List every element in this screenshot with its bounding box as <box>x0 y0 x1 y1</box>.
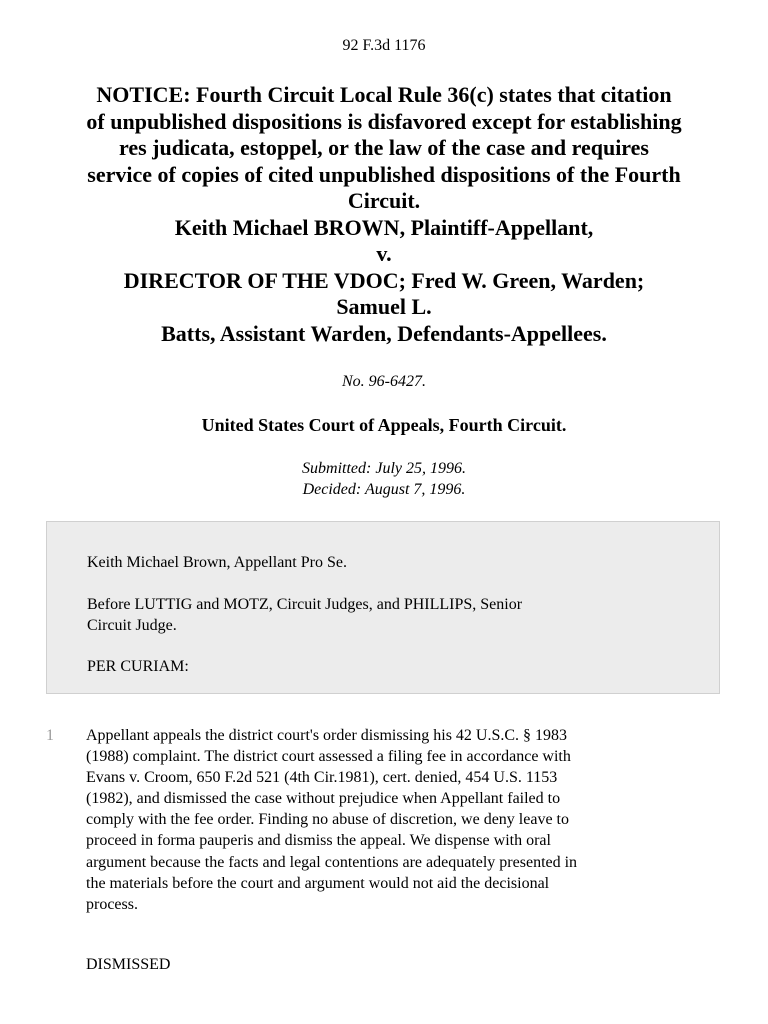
defendant-line: DIRECTOR OF THE VDOC; Fred W. Green, Warden; <box>123 267 645 293</box>
opinion-line: comply with the fee order. Finding no abuse of discretion, we deny leave to <box>86 811 569 829</box>
notice-line: of unpublished dispositions is disfavored except for establishing <box>86 108 682 134</box>
per-curiam-label: PER CURIAM: <box>87 658 189 675</box>
disposition: DISMISSED <box>86 956 171 973</box>
submitted-date: Submitted: July 25, 1996. <box>302 460 466 477</box>
opinion-line: Appellant appeals the district court's order dismissing his 42 U.S.C. § 1983 <box>86 727 568 744</box>
docket-number: No. 96-6427. <box>342 373 426 390</box>
versus-line: v. <box>376 241 392 266</box>
judges-line <box>87 594 687 636</box>
decision-dates <box>0 458 768 500</box>
counsel-line: Keith Michael Brown, Appellant Pro Se. <box>87 554 347 571</box>
notice-line: NOTICE: Fourth Circuit Local Rule 36(c) states that citation <box>96 82 672 107</box>
judges-line-part: Before LUTTIG and MOTZ, Circuit Judges, and PHILLIPS, Senior <box>87 596 523 613</box>
opinion-line: (1988) complaint. The district court assessed a filing fee in accordance with <box>86 748 571 766</box>
notice-line: res judicata, estoppel, or the law of the case and requires <box>118 135 649 160</box>
defendant-line: Samuel L. <box>336 294 432 319</box>
opinion-line: Evans v. Croom, 650 F.2d 521 (4th Cir.1981), cert. denied, 454 U.S. 1153 <box>86 769 558 787</box>
notice-line: service of copies of cited unpublished dispositions of the Fourth <box>87 161 681 187</box>
counsel-panel <box>46 521 720 694</box>
opinion-line: argument because the facts and legal contentions are adequately presented in <box>86 853 578 871</box>
case-title <box>30 82 738 347</box>
plaintiff-line: Keith Michael BROWN, Plaintiff-Appellant, <box>174 214 594 240</box>
opinion-line: the materials before the court and argument would not aid the decisional <box>86 874 550 892</box>
paragraph-number: 1 <box>46 727 54 744</box>
decided-date: Decided: August 7, 1996. <box>302 481 466 498</box>
notice-line: Circuit. <box>347 188 421 213</box>
opinion-line: proceed in forma pauperis and dismiss the appeal. We dispense with oral <box>86 832 551 850</box>
opinion-line: process. <box>86 895 138 913</box>
case-citation: 92 F.3d 1176 <box>342 37 426 54</box>
court-name: United States Court of Appeals, Fourth Circuit. <box>201 415 567 435</box>
opinion-paragraph <box>86 725 726 915</box>
defendant-line: Batts, Assistant Warden, Defendants-Appellees. <box>161 320 607 346</box>
judges-line-part: Circuit Judge. <box>87 617 177 634</box>
opinion-line: (1982), and dismissed the case without prejudice when Appellant failed to <box>86 790 561 808</box>
